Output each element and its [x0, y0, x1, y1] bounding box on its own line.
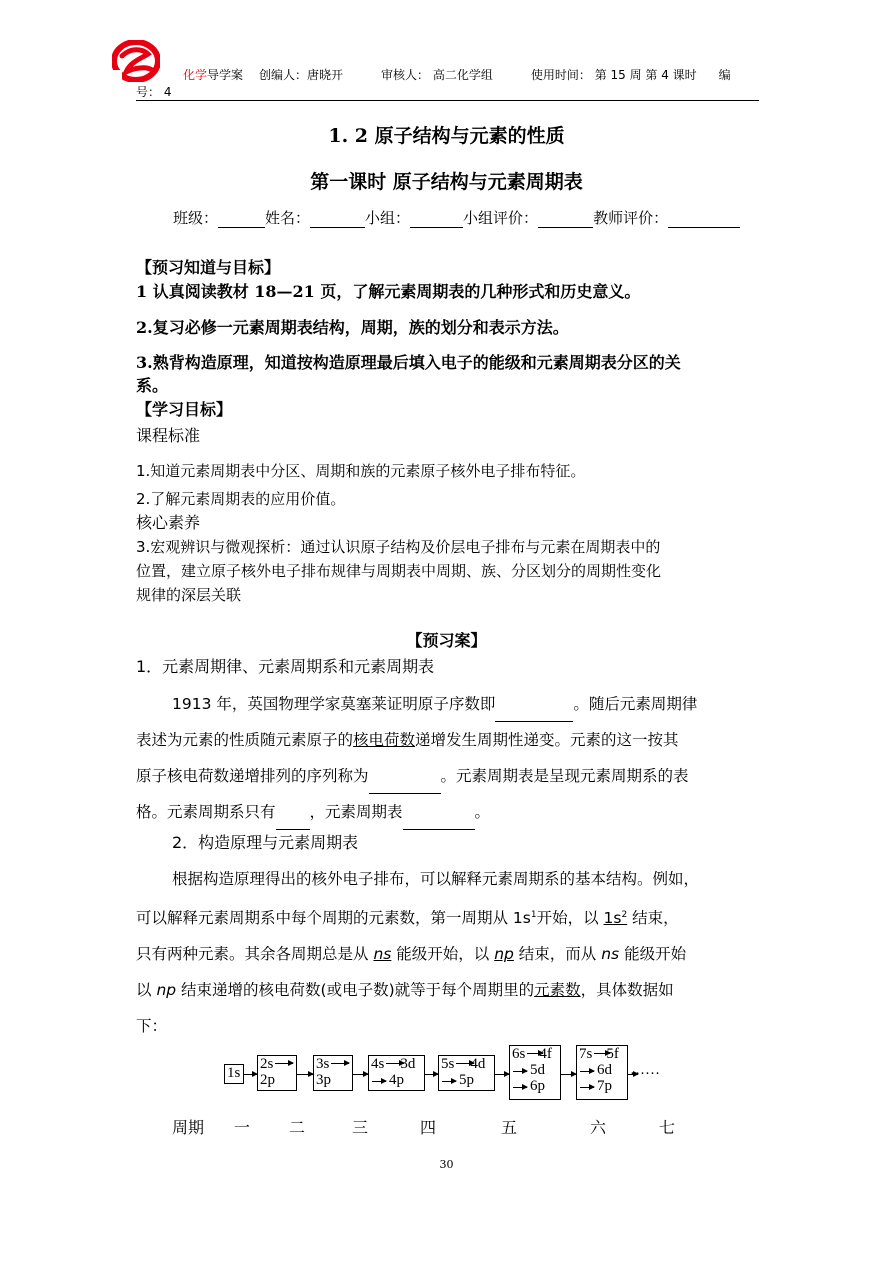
orbital-4p: 4p — [389, 1072, 404, 1088]
name-label: 姓名： — [265, 209, 311, 227]
q4-text-a: 以 — [136, 981, 157, 1000]
p4-blank-2[interactable] — [403, 815, 475, 830]
period-6-label: 六 — [590, 1118, 607, 1137]
preview-heading: 【预习知道与目标】 — [136, 258, 281, 277]
arrow-5-6 — [495, 1074, 509, 1075]
group-eval-blank[interactable] — [538, 211, 593, 228]
page-subtitle: 第一课时 原子结构与元素周期表 — [310, 171, 583, 193]
period-label: 周期 — [172, 1118, 205, 1137]
page-number: 30 — [439, 1158, 454, 1171]
orbital-3d: 3d — [400, 1056, 416, 1072]
arrow-5d-6p — [513, 1087, 527, 1088]
q4-text-b: 结束递增的核电荷数(或电子数)就等于每个周期里的 — [176, 981, 535, 1000]
arrow-2-3 — [297, 1074, 313, 1075]
goal-3c: 规律的深层关联 — [136, 586, 242, 604]
goals-core: 核心素养 — [136, 513, 201, 532]
group-eval-label: 小组评价： — [463, 209, 539, 227]
period-5-label: 五 — [501, 1118, 518, 1137]
period-2-label: 二 — [289, 1118, 306, 1137]
period-3-label: 三 — [352, 1118, 369, 1137]
preview-item-3b: 系。 — [136, 376, 169, 395]
orbital-2s: 2s — [260, 1056, 274, 1072]
header-time: 使用时间： 第 15 周 第 4 课时 — [530, 68, 697, 82]
teacher-eval-blank[interactable] — [668, 211, 740, 228]
orbital-6s: 6s — [512, 1046, 526, 1062]
period-1-box — [224, 1064, 244, 1084]
student-info — [173, 207, 740, 228]
arrow-6s-4f — [527, 1053, 543, 1054]
q4-italic: np — [156, 981, 177, 1000]
q2-underlined: 1s — [603, 909, 622, 928]
arrow-6-7 — [561, 1074, 576, 1075]
p4-text-a: 格。元素周期系只有 — [136, 803, 276, 821]
diagram-ellipsis: …… — [630, 1062, 660, 1078]
section-2-title: 2．构造原理与元素周期表 — [172, 833, 359, 852]
arrow-4f-5d — [513, 1071, 527, 1072]
arrow-6d-7p — [580, 1087, 594, 1088]
period-1-label: 一 — [234, 1118, 251, 1137]
p2-text-b: 递增发生周期性递变。元素的这一按其 — [415, 731, 679, 749]
period-4-label: 四 — [420, 1118, 437, 1137]
logo-icon — [112, 40, 160, 82]
group-label: 小组： — [365, 209, 411, 227]
preview-item-2: 2.复习必修一元素周期表结构，周期，族的划分和表示方法。 — [136, 318, 569, 337]
section-1-paragraph — [136, 686, 760, 830]
p1-blank[interactable] — [495, 707, 573, 722]
q2-sup-2: 2 — [621, 910, 628, 920]
orbital-1s: 1s — [227, 1065, 241, 1081]
arrow-5f-6d — [580, 1071, 594, 1072]
p4-blank-1[interactable] — [276, 815, 310, 830]
orbital-3s: 3s — [316, 1056, 330, 1072]
section-2-paragraph — [136, 861, 760, 1044]
p4-text-c: 。 — [474, 803, 491, 821]
period-4-box — [368, 1055, 425, 1091]
orbital-5p: 5p — [459, 1072, 474, 1088]
period-7-label: 七 — [659, 1118, 676, 1137]
orbital-6d: 6d — [597, 1062, 612, 1078]
p3-text-a: 原子核电荷数递增排列的序列称为 — [136, 767, 369, 785]
orbital-7p: 7p — [597, 1078, 612, 1094]
p3-text-b: 。元素周期表是呈现元素周期系的表 — [440, 767, 689, 785]
header-number: 号： 4 — [136, 85, 172, 99]
q3-underlined-2: np — [494, 945, 514, 964]
preview-item-3a: 3.熟背构造原理，知道按构造原理最后填入电子的能级和元素周期表分区的关 — [136, 353, 681, 372]
q4-text-c: ，具体数据如 — [580, 981, 674, 1000]
q2-text-c: 结束， — [627, 909, 679, 928]
q2-text-b: 开始，以 — [536, 909, 604, 928]
q1-text: 根据构造原理得出的核外电子排布，可以解释元素周期系的基本结构。例如， — [172, 870, 700, 888]
goal-1: 1.知道元素周期表中分区、周期和族的元素原子核外电子排布特征。 — [136, 462, 586, 480]
arrow-2s-2p — [275, 1063, 293, 1064]
section-1-title: 1．元素周期律、元素周期系和元素周期表 — [136, 657, 435, 676]
p4-text-b: ，元素周期表 — [309, 803, 403, 821]
orbital-5f: 5f — [606, 1046, 619, 1062]
orbital-4f: 4f — [539, 1046, 552, 1062]
q3-text-c: 结束，而从 — [513, 945, 602, 964]
arrow-3s-3p — [331, 1063, 349, 1064]
header-num-label: 编 — [718, 68, 731, 82]
header-brand-red: 化学 — [183, 68, 208, 82]
goal-3b: 位置，建立原子核外电子排布规律与周期表中周期、族、分区划分的周期性变化 — [136, 562, 662, 580]
class-blank[interactable] — [218, 211, 265, 228]
arrow-4d-5p — [442, 1081, 456, 1082]
teacher-eval-label: 教师评价： — [593, 209, 669, 227]
arrow-3-4 — [353, 1074, 368, 1075]
header-rule — [136, 100, 759, 101]
orbital-3p: 3p — [316, 1072, 331, 1088]
arrow-1-2 — [244, 1074, 257, 1075]
name-blank[interactable] — [310, 211, 365, 228]
page-title: 1. 2 原子结构与元素的性质 — [328, 125, 565, 147]
orbital-7s: 7s — [579, 1046, 593, 1062]
q3-text-d: 能级开始 — [619, 945, 687, 964]
q3-underlined-1: ns — [373, 945, 392, 964]
q2-sup-1: 1 — [530, 910, 537, 920]
orbital-4d: 4d — [470, 1056, 486, 1072]
orbital-2p: 2p — [260, 1072, 275, 1088]
header-reviewer: 审核人： 高二化学组 — [381, 68, 493, 82]
goals-standard: 课程标准 — [136, 426, 201, 445]
p2-text-a: 表述为元素的性质随元素原子的 — [136, 731, 354, 749]
goal-2: 2.了解元素周期表的应用价值。 — [136, 490, 346, 508]
orbital-5d: 5d — [530, 1062, 545, 1078]
arrow-5s-4d — [456, 1063, 474, 1064]
arrow-7s-5f — [594, 1053, 610, 1054]
p3-blank[interactable] — [369, 779, 441, 794]
goal-3a: 3.宏观辨识与微观探析：通过认识原子结构及价层电子排布与元素在周期表中的 — [136, 538, 661, 556]
case-heading: 【预习案】 — [406, 631, 487, 650]
header-line — [183, 66, 731, 83]
arrow-4s-3d — [386, 1063, 404, 1064]
q3-text-b: 能级开始，以 — [391, 945, 495, 964]
p1-text-a: 1913 年，英国物理学家莫塞莱证明原子序数即 — [172, 695, 496, 713]
p1-text-b: 。随后元素周期律 — [573, 695, 698, 713]
preview-item-1: 1 认真阅读教材 18—21 页，了解元素周期表的几种形式和历史意义。 — [136, 282, 641, 301]
p2-underlined: 核电荷数 — [353, 731, 416, 749]
q2-text-a: 可以解释元素周期系中每个周期的元素数，第一周期从 1s — [136, 909, 531, 928]
q3-text-a: 只有两种元素。其余各周期总是从 — [136, 945, 374, 964]
header-brand: 导学案 — [207, 68, 244, 82]
arrow-4-5 — [425, 1074, 438, 1075]
orbital-5s: 5s — [441, 1056, 455, 1072]
orbital-4s: 4s — [371, 1056, 385, 1072]
q5-text: 下： — [136, 1017, 168, 1036]
group-blank[interactable] — [410, 211, 463, 228]
orbital-6p: 6p — [530, 1078, 545, 1094]
header-author: 创编人：唐晓开 — [259, 68, 344, 82]
period-5-box — [438, 1055, 495, 1091]
arrow-3d-4p — [372, 1081, 386, 1082]
q4-underlined: 元素数 — [534, 981, 581, 1000]
goals-heading: 【学习目标】 — [136, 400, 233, 419]
class-label: 班级： — [173, 209, 219, 227]
q3-italic: ns — [601, 945, 620, 964]
